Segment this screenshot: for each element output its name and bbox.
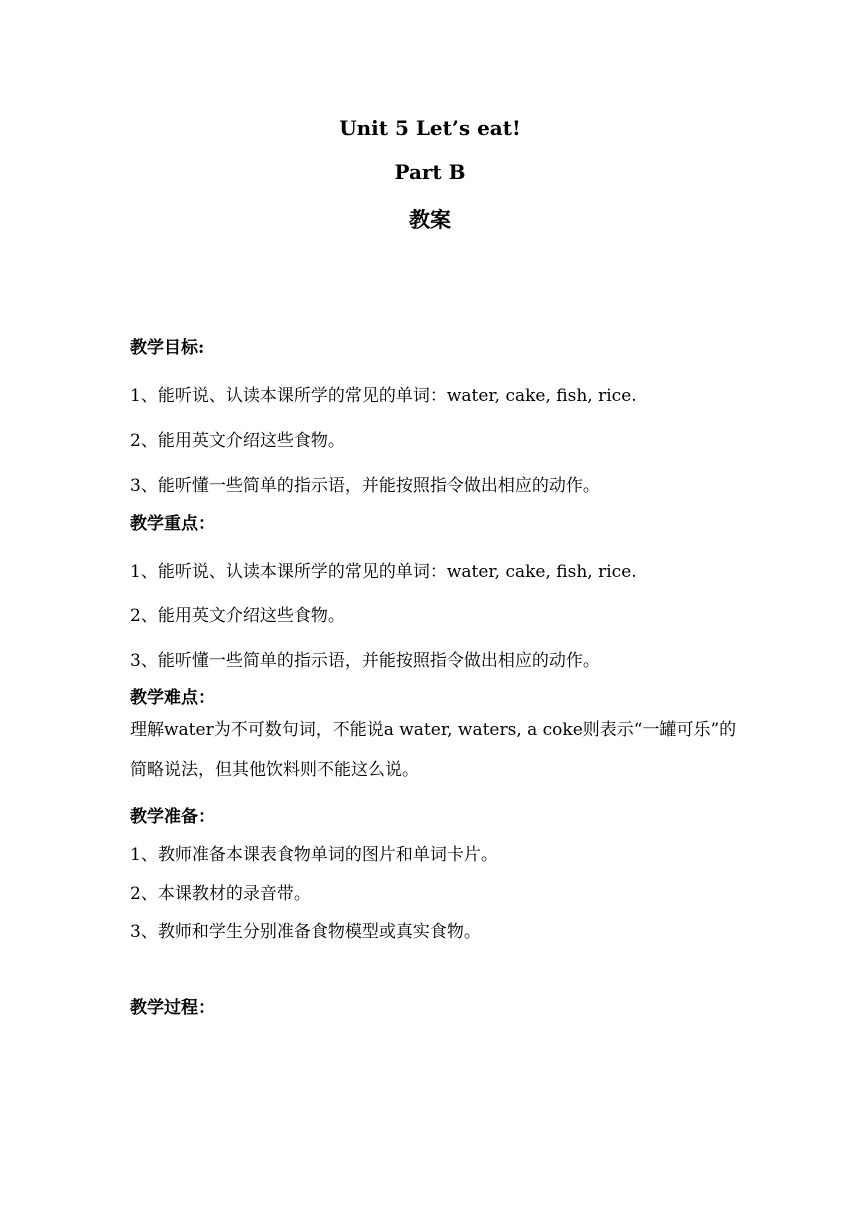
objective-item: 1、能听说、认读本课所学的常见的单词：water, cake, fish, rice. (130, 386, 637, 406)
objective-item: 3、能听懂一些简单的指示语，并能按照指令做出相应的动作。 (130, 476, 600, 496)
preparation-heading: 教学准备： (130, 807, 215, 827)
document-type-label: 教案 (409, 207, 451, 232)
preparation-item: 1、教师准备本课表食物单词的图片和单词卡片。 (130, 845, 498, 865)
difficulties-heading: 教学难点： (130, 688, 215, 708)
key-points-heading: 教学重点： (130, 514, 215, 534)
preparation-item: 2、本课教材的录音带。 (130, 884, 311, 904)
document-subtitle: Part B (394, 160, 466, 184)
key-point-item: 1、能听说、认读本课所学的常见的单词：water, cake, fish, rice. (130, 562, 637, 582)
key-point-item: 3、能听懂一些简单的指示语，并能按照指令做出相应的动作。 (130, 651, 600, 671)
objectives-heading: 教学目标: (130, 338, 205, 358)
difficulties-text: 理解water为不可数句词，不能说a water, waters, a coke则表示“一罐可乐”的简略说法，但其他饮料则不能这么说。 (130, 720, 737, 780)
key-point-item: 2、能用英文介绍这些食物。 (130, 606, 345, 626)
document-title: Unit 5 Let’s eat! (339, 116, 521, 140)
process-heading: 教学过程： (130, 998, 215, 1018)
preparation-item: 3、教师和学生分别准备食物模型或真实食物。 (130, 922, 481, 942)
objective-item: 2、能用英文介绍这些食物。 (130, 431, 345, 451)
